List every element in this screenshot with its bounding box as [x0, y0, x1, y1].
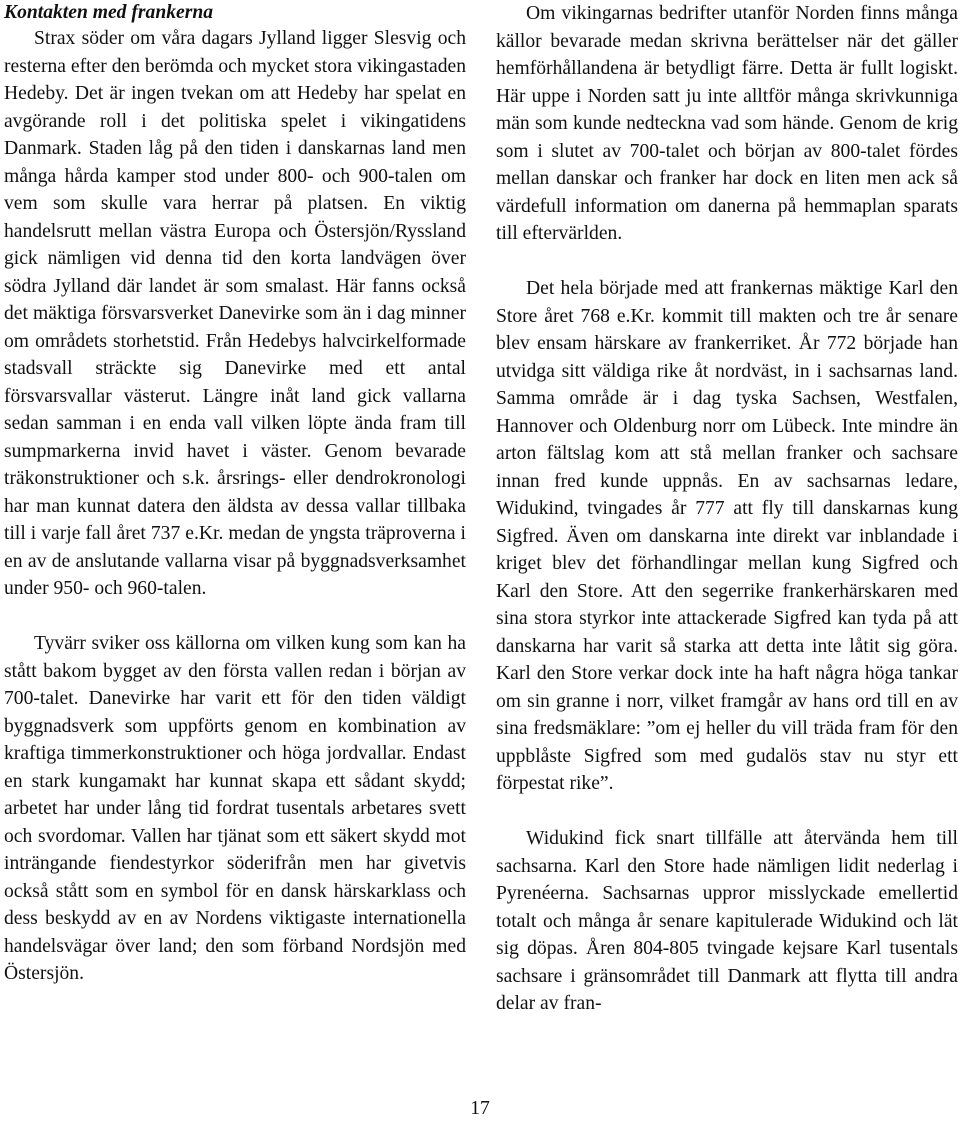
right-column	[496, 0, 958, 1018]
paragraph: Strax söder om våra dagars Jylland ligger Slesvig och resterna efter den berömda och mycket stora vikingastaden Hedeby. Det är ingen tvekan om att Hedeby har spelat en avgörande roll i det politiska spelet i vikingatidens Danmark. Staden låg på den tiden i danskarnas land men många hårda kamper stod under 800- och 900-talen om vem som skulle vara herrar på platsen. En viktig handelsrutt mellan västra Europa och Östersjön/Ryssland gick nämligen vid denna tid den korta landvägen över södra Jylland där landet är som smalast. Här fanns också det mäktiga försvarsverket Danevirke som än i dag minner om områdets storhetstid. Från Hedebys halvcirkelformade stadsvall sträckte sig Danevirke med ett antal försvarsvallar västerut. Längre inåt land gick vallarna sedan samman i en enda vall vilken löpte ända fram till sumpmarkerna invid havet i väster. Genom bevarade träkonstruktioner och s.k. årsrings- eller dendrokronologi har man kunnat datera den äldsta av dessa vallar tillbaka till i varje fall året 737 e.Kr. medan de yngsta träproverna i en av de anslutande vallarna visar på byggnadsverksamhet under 950- och 960-talen.	[4, 28, 466, 599]
page-number: 17	[470, 1098, 490, 1119]
section-heading: Kontakten med frankerna	[4, 2, 214, 23]
paragraph: Om vikingarnas bedrifter utanför Norden finns många källor bevarade medan skrivna berättelser när det gäller hemförhållandena är betydligt färre. Detta är fullt logiskt. Här uppe i Norden satt ju inte alltför många skrivkunniga män som kunde nedteckna vad som hände. Genom de krig som i slutet av 700-talet och början av 800-talet fördes mellan danskar och franker har dock en liten men ack så värdefull information om danerna på hemmaplan sparats till eftervärlden.	[496, 3, 958, 244]
paragraph: Det hela började med att frankernas mäktige Karl den Store året 768 e.Kr. kommit till makten och tre år senare blev ensam härskare av frankerriket. År 772 började han utvidga sitt väldiga rike åt nordväst, in i sachsarnas land. Samma område är i dag tyska Sachsen, Westfalen, Hannover och Oldenburg norr om Lübeck. Inte mindre än arton fältslag kom att stå mellan franker och sachsare innan fred kunde uppnås. En av sachsarnas ledare, Widukind, tvingades år 777 att fly till danskarnas kung Sigfred. Även om danskarna inte direkt var inblandade i kriget blev det förhandlingar mellan kung Sigfred och Karl den Store. Att den segerrike frankerhärskaren med sina stora styrkor inte attackerade Sigfred kan tyda på att danskarna har varit så starka att detta inte låtit sig göra. Karl den Store verkar dock inte ha haft några höga tankar om sin granne i norr, vilket framgår av hans ord till en av sina fredsmäklare: ”om ej heller du vill träda fram för den uppblåste Sigfred som med gudalös stav nu styr ett förpestat rike”.	[496, 278, 958, 794]
left-column	[4, 0, 466, 988]
paragraph: Widukind fick snart tillfälle att återvända hem till sachsarna. Karl den Store hade nämligen lidit nederlag i Pyrenéerna. Sachsarnas uppror misslyckade emellertid totalt och många år senare kapitulerade Widukind och lät sig döpas. Åren 804-805 tvingade kejsare Karl tusentals sachsare i gränsområdet till Danmark att flytta till andra delar av fran-	[496, 828, 958, 1014]
paragraph: Tyvärr sviker oss källorna om vilken kung som kan ha stått bakom bygget av den första vallen redan i början av 700-talet. Danevirke har varit ett för den tiden väldigt byggnadsverk som uppförts genom en kombination av kraftiga timmerkonstruktioner och höga jordvallar. Endast en stark kungamakt har kunnat skapa ett sådant skydd; arbetet har under lång tid fordrat tusentals arbetares svett och svordomar. Vallen har tjänat som ett säkert skydd mot inträngande fiendestyrkor söderifrån men har givetvis också stått som en symbol för en dansk härskarklass och dess beskydd av en av Nordens viktigaste internationella handelsvägar över land; den som förband Nordsjön med Östersjön.	[4, 633, 466, 984]
